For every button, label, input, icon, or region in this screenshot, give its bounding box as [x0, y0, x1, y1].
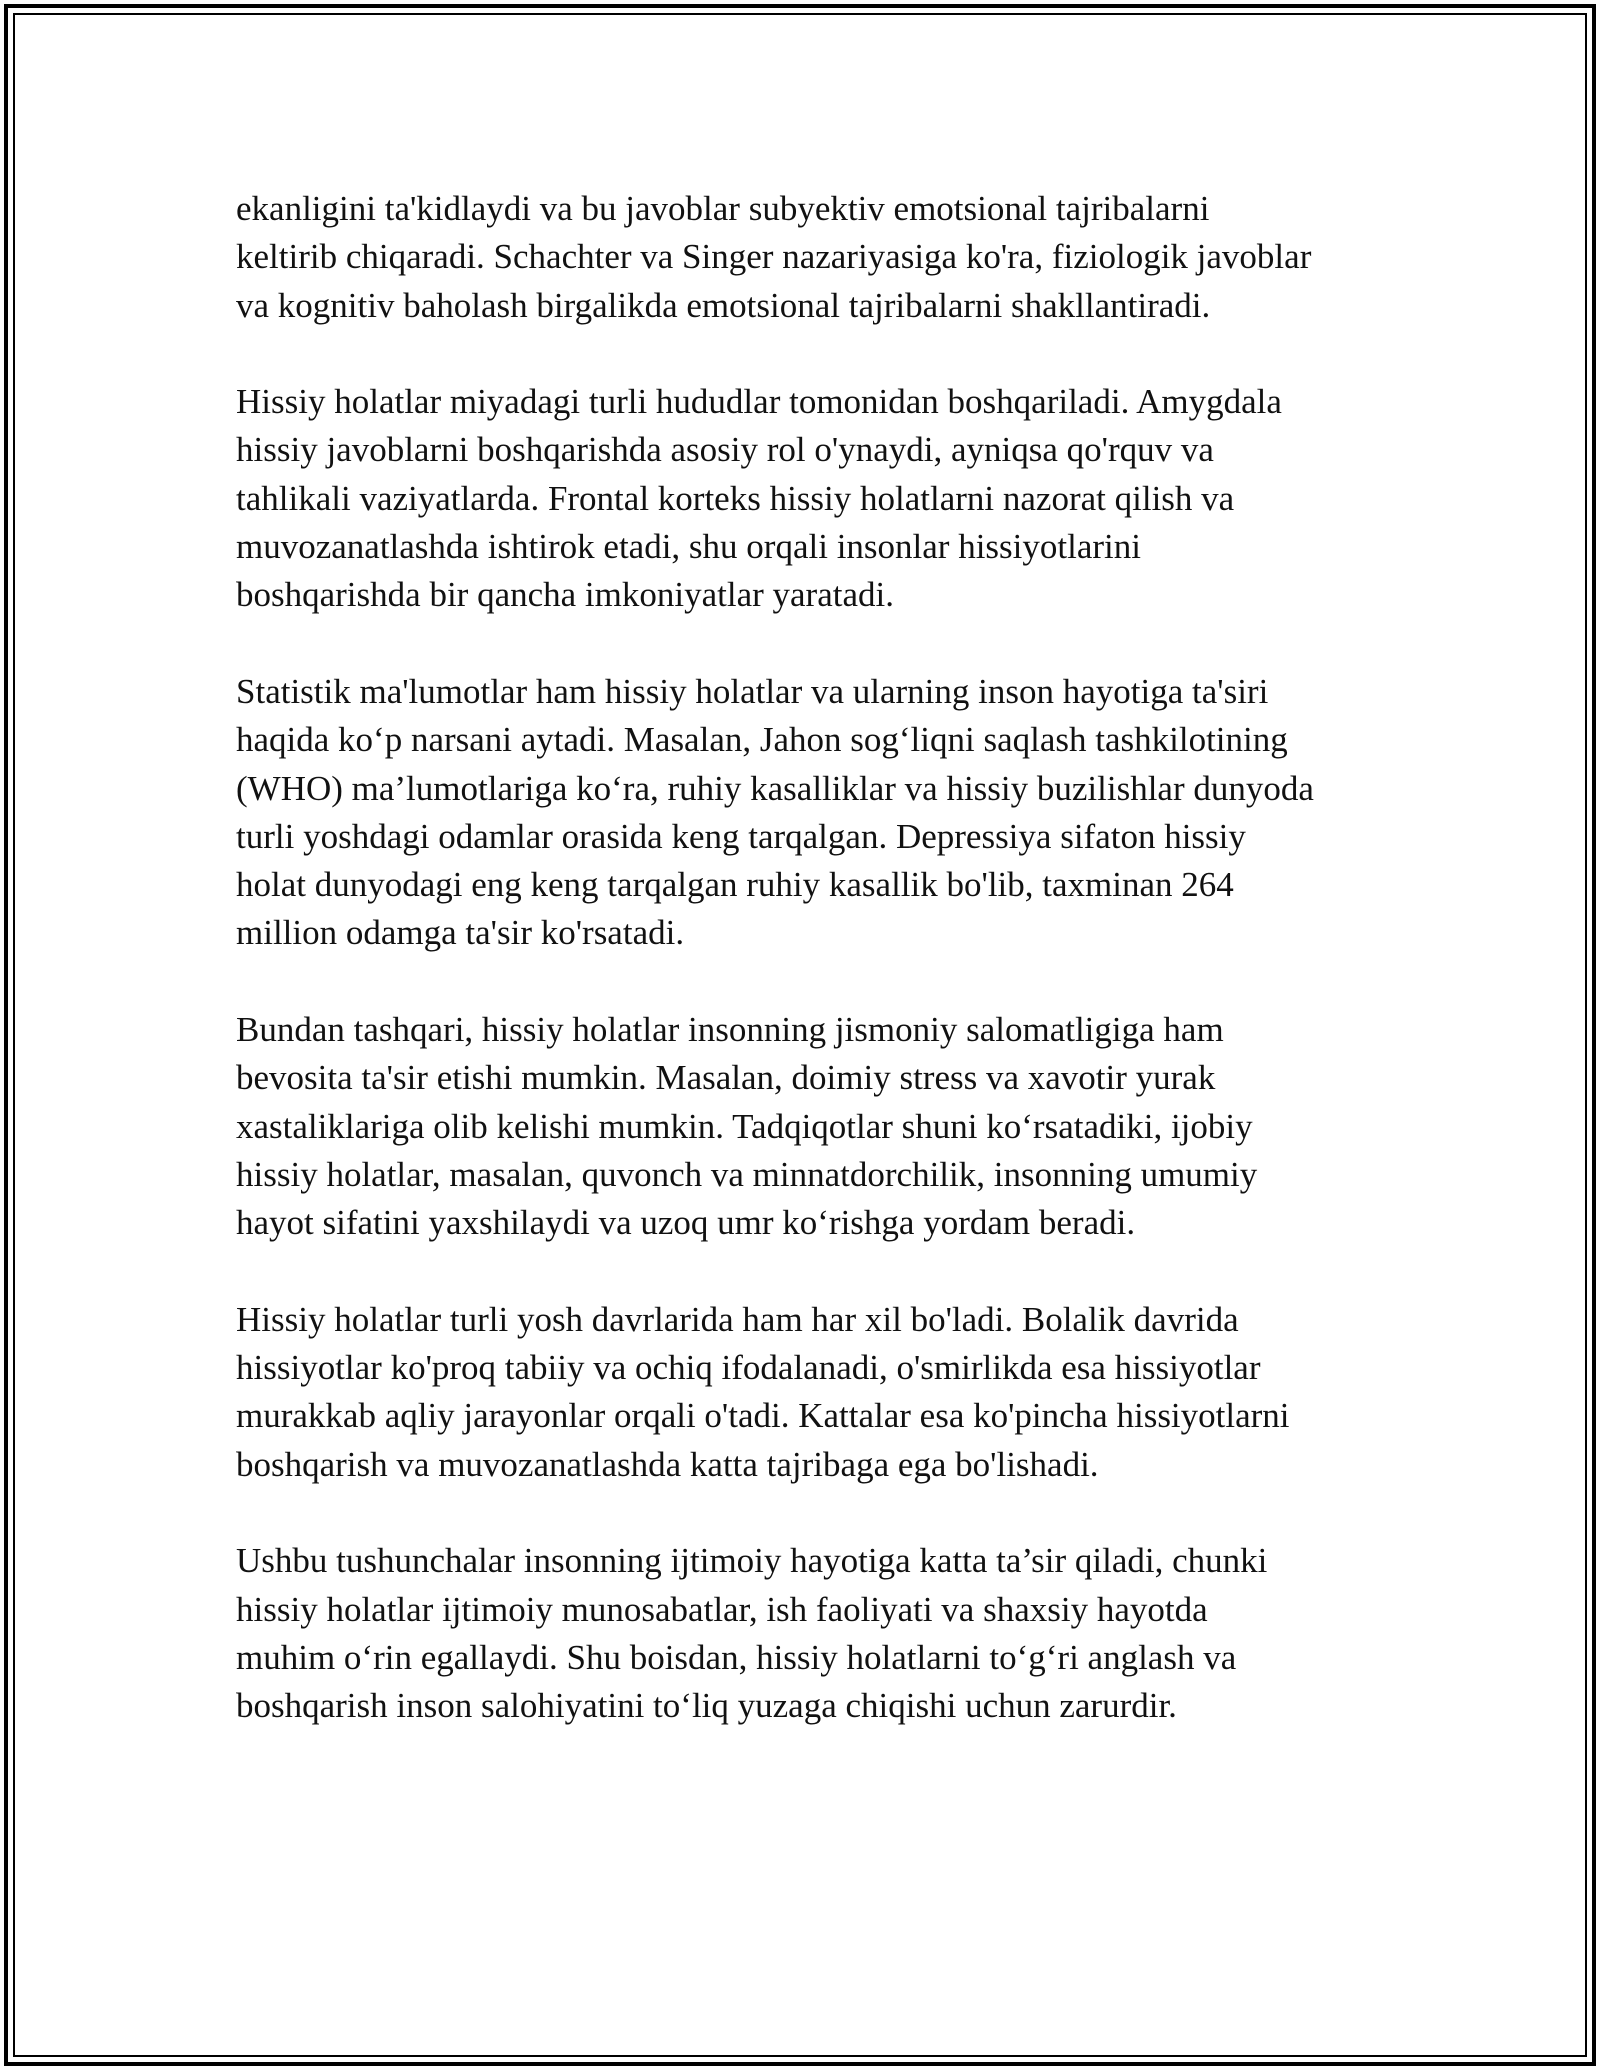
paragraph-6 [236, 1537, 1396, 1730]
text-line: Ushbu tushunchalar insonning ijtimoiy hayotiga katta ta’sir qiladi, chunki [236, 1541, 1268, 1581]
text-line: boshqarish va muvozanatlashda katta tajribaga ega bo'lishadi. [236, 1444, 1099, 1484]
text-line: tahlikali vaziyatlarda. Frontal korteks hissiy holatlarni nazorat qilish va [236, 478, 1235, 518]
text-line: muvozanatlashda ishtirok etadi, shu orqali insonlar hissiyotlarini [236, 527, 1141, 567]
text-line: boshqarishda bir qancha imkoniyatlar yaratadi. [236, 575, 894, 615]
text-line: hayot sifatini yaxshilaydi va uzoq umr ko‘rishga yordam beradi. [236, 1203, 1136, 1243]
paragraph-4 [236, 1006, 1396, 1247]
text-line: million odamga ta'sir ko'rsatadi. [236, 913, 685, 953]
text-line: holat dunyodagi eng keng tarqalgan ruhiy kasallik bo'lib, taxminan 264 [236, 865, 1234, 905]
text-line: boshqarish inson salohiyatini to‘liq yuzaga chiqishi uchun zarurdir. [236, 1686, 1177, 1726]
text-line: bevosita ta'sir etishi mumkin. Masalan, doimiy stress va xavotir yurak [236, 1058, 1216, 1098]
text-line: hissiy holatlar ijtimoiy munosabatlar, ish faoliyati va shaxsiy hayotda [236, 1589, 1208, 1629]
text-line: haqida ko‘p narsani aytadi. Masalan, Jahon sog‘liqni saqlash tashkilotining [236, 720, 1288, 760]
text-line: turli yoshdagi odamlar orasida keng tarqalgan. Depressiya sifaton hissiy [236, 816, 1246, 856]
paragraph-1 [236, 185, 1396, 330]
text-line: hissiy javoblarni boshqarishda asosiy rol o'ynaydi, ayniqsa qo'rquv va [236, 430, 1214, 470]
paragraph-5 [236, 1296, 1396, 1489]
paragraph-3 [236, 668, 1396, 958]
text-line: (WHO) ma’lumotlariga ko‘ra, ruhiy kasalliklar va hissiy buzilishlar dunyoda [236, 768, 1314, 808]
text-line: keltirib chiqaradi. Schachter va Singer nazariyasiga ko'ra, fiziologik javoblar [236, 237, 1312, 277]
text-line: ekanligini ta'kidlaydi va bu javoblar subyektiv emotsional tajribalarni [236, 189, 1210, 228]
text-line: hissiy holatlar, masalan, quvonch va minnatdorchilik, insonning umumiy [236, 1154, 1258, 1194]
text-line: murakkab aqliy jarayonlar orqali o'tadi. Kattalar esa ko'pincha hissiyotlarni [236, 1396, 1290, 1436]
text-line: Hissiy holatlar miyadagi turli hududlar tomonidan boshqariladi. Amygdala [236, 382, 1282, 422]
text-line: muhim o‘rin egallaydi. Shu boisdan, hissiy holatlarni to‘g‘ri anglash va [236, 1637, 1237, 1677]
text-line: hissiyotlar ko'proq tabiiy va ochiq ifodalanadi, o'smirlikda esa hissiyotlar [236, 1348, 1261, 1388]
text-line: xastaliklariga olib kelishi mumkin. Tadqiqotlar shuni ko‘rsatadiki, ijobiy [236, 1106, 1253, 1146]
text-line: va kognitiv baholash birgalikda emotsional tajribalarni shakllantiradi. [236, 285, 1211, 325]
text-line: Bundan tashqari, hissiy holatlar insonning jismoniy salomatligiga ham [236, 1010, 1224, 1050]
text-line: Statistik ma'lumotlar ham hissiy holatlar va ularning inson hayotiga ta'siri [236, 671, 1269, 711]
text-line: Hissiy holatlar turli yosh davrlarida ham har xil bo'ladi. Bolalik davrida [236, 1299, 1239, 1339]
paragraph-2 [236, 378, 1396, 619]
document-body [236, 185, 1396, 1779]
